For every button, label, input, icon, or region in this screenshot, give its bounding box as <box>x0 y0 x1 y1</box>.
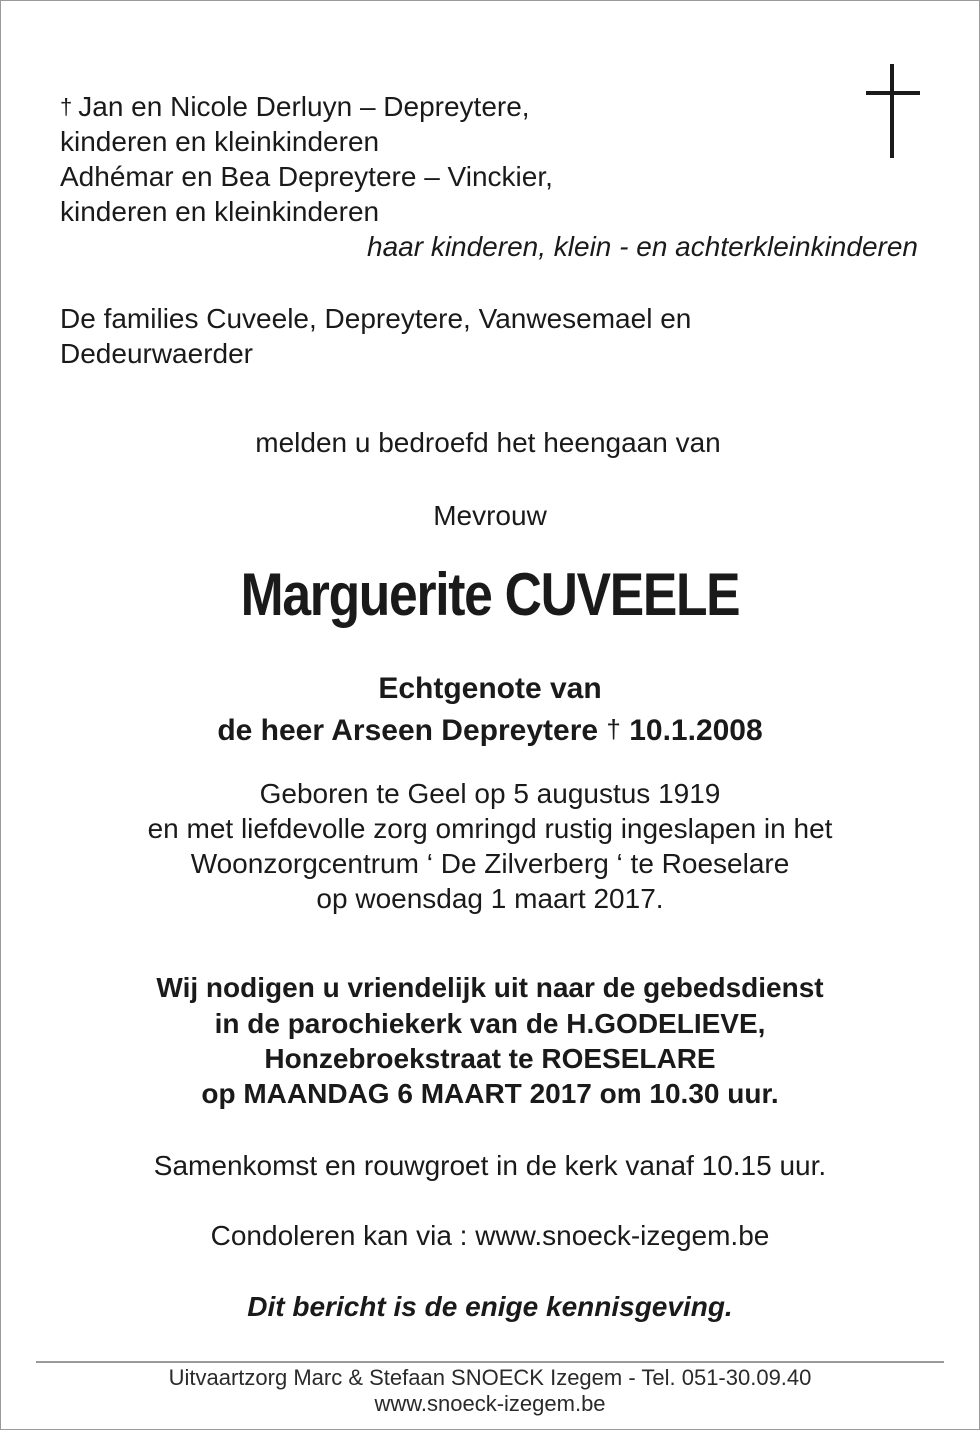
service-line-2: in de parochiekerk van de H.GODELIEVE, <box>214 1008 766 1039</box>
deceased-name: Marguerite CUVEELE <box>240 561 740 628</box>
families-line-1: De families Cuveele, Depreytere, Vanwesemael en <box>60 303 692 334</box>
announcement-intro: melden u bedroefd het heengaan van <box>255 427 721 458</box>
family-role: haar kinderen, klein - en achterkleinkinderen <box>367 231 918 262</box>
gathering-line: Samenkomst en rouwgroet in de kerk vanaf 10.15 uur. <box>153 1150 827 1181</box>
death-line-2: Woonzorgcentrum ‘ De Zilverberg ‘ te Roeselare <box>190 848 790 879</box>
service-line-4: op MAANDAG 6 MAART 2017 om 10.30 uur. <box>201 1078 779 1109</box>
family-line-1 <box>60 90 530 124</box>
death-line-1: en met liefdevolle zorg omringd rustig ingeslapen in het <box>147 813 833 844</box>
family-line-1-text: Jan en Nicole Derluyn – Depreytere, <box>78 91 530 122</box>
family-line-3: Adhémar en Bea Depreytere – Vinckier, <box>60 161 553 192</box>
family-line-4: kinderen en kleinkinderen <box>60 196 380 227</box>
salutation: Mevrouw <box>433 500 547 531</box>
notice-line: Dit bericht is de enige kennisgeving. <box>247 1291 733 1322</box>
footer-line-2: www.snoeck-izegem.be <box>374 1391 606 1416</box>
families-line-2: Dedeurwaerder <box>60 338 253 369</box>
spouse-line-2 <box>0 712 980 748</box>
spouse-death-date: 10.1.2008 <box>629 714 763 747</box>
family-line-2: kinderen en kleinkinderen <box>60 126 380 157</box>
footer-divider <box>36 1361 944 1363</box>
footer-line-1: Uitvaartzorg Marc & Stefaan SNOECK Izegem - Tel. 051-30.09.40 <box>168 1365 812 1390</box>
cross-icon <box>866 64 920 158</box>
spouse-name: de heer Arseen Depreytere <box>217 714 599 747</box>
small-cross-icon: † <box>60 94 73 119</box>
condolences-line: Condoleren kan via : www.snoeck-izegem.be <box>210 1220 770 1251</box>
spouse-line-1: Echtgenote van <box>378 672 602 705</box>
death-line-3: op woensdag 1 maart 2017. <box>316 883 664 914</box>
service-line-1: Wij nodigen u vriendelijk uit naar de gebedsdienst <box>156 972 824 1003</box>
service-line-3: Honzebroekstraat te ROESELARE <box>264 1043 716 1074</box>
spouse-cross-icon: † <box>606 714 621 744</box>
birth-line: Geboren te Geel op 5 augustus 1919 <box>259 778 721 809</box>
